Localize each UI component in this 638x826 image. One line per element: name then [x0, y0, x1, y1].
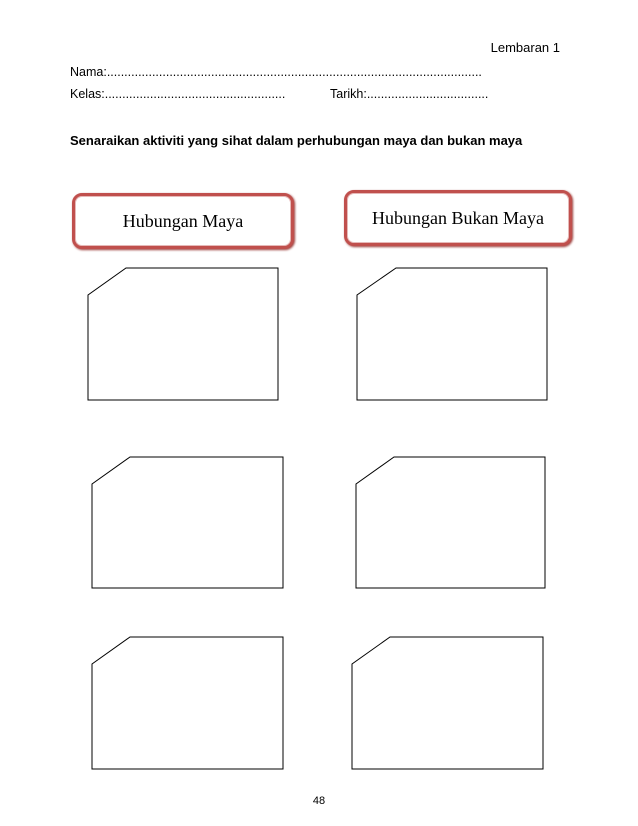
answer-box-bukan-maya-2[interactable]	[356, 457, 545, 588]
answer-box-bukan-maya-3[interactable]	[352, 637, 543, 769]
answer-box-maya-1[interactable]	[88, 268, 278, 400]
name-field[interactable]: Nama:............................................................................................................	[70, 65, 482, 79]
page-number: 48	[312, 795, 326, 807]
answer-box-bukan-maya-1[interactable]	[357, 268, 547, 400]
answer-box-maya-3[interactable]	[92, 637, 283, 769]
sheet-label: Lembaran 1	[490, 40, 560, 55]
date-field[interactable]: Tarikh:...................................	[330, 87, 489, 101]
class-field[interactable]: Kelas:....................................................	[70, 87, 286, 101]
heading-hubungan-bukan-maya-label: Hubungan Bukan Maya	[372, 207, 544, 228]
heading-hubungan-maya-label: Hubungan Maya	[122, 210, 244, 231]
answer-box-maya-2[interactable]	[92, 457, 283, 588]
instruction-text: Senaraikan aktiviti yang sihat dalam perhubungan maya dan bukan maya	[70, 133, 523, 148]
